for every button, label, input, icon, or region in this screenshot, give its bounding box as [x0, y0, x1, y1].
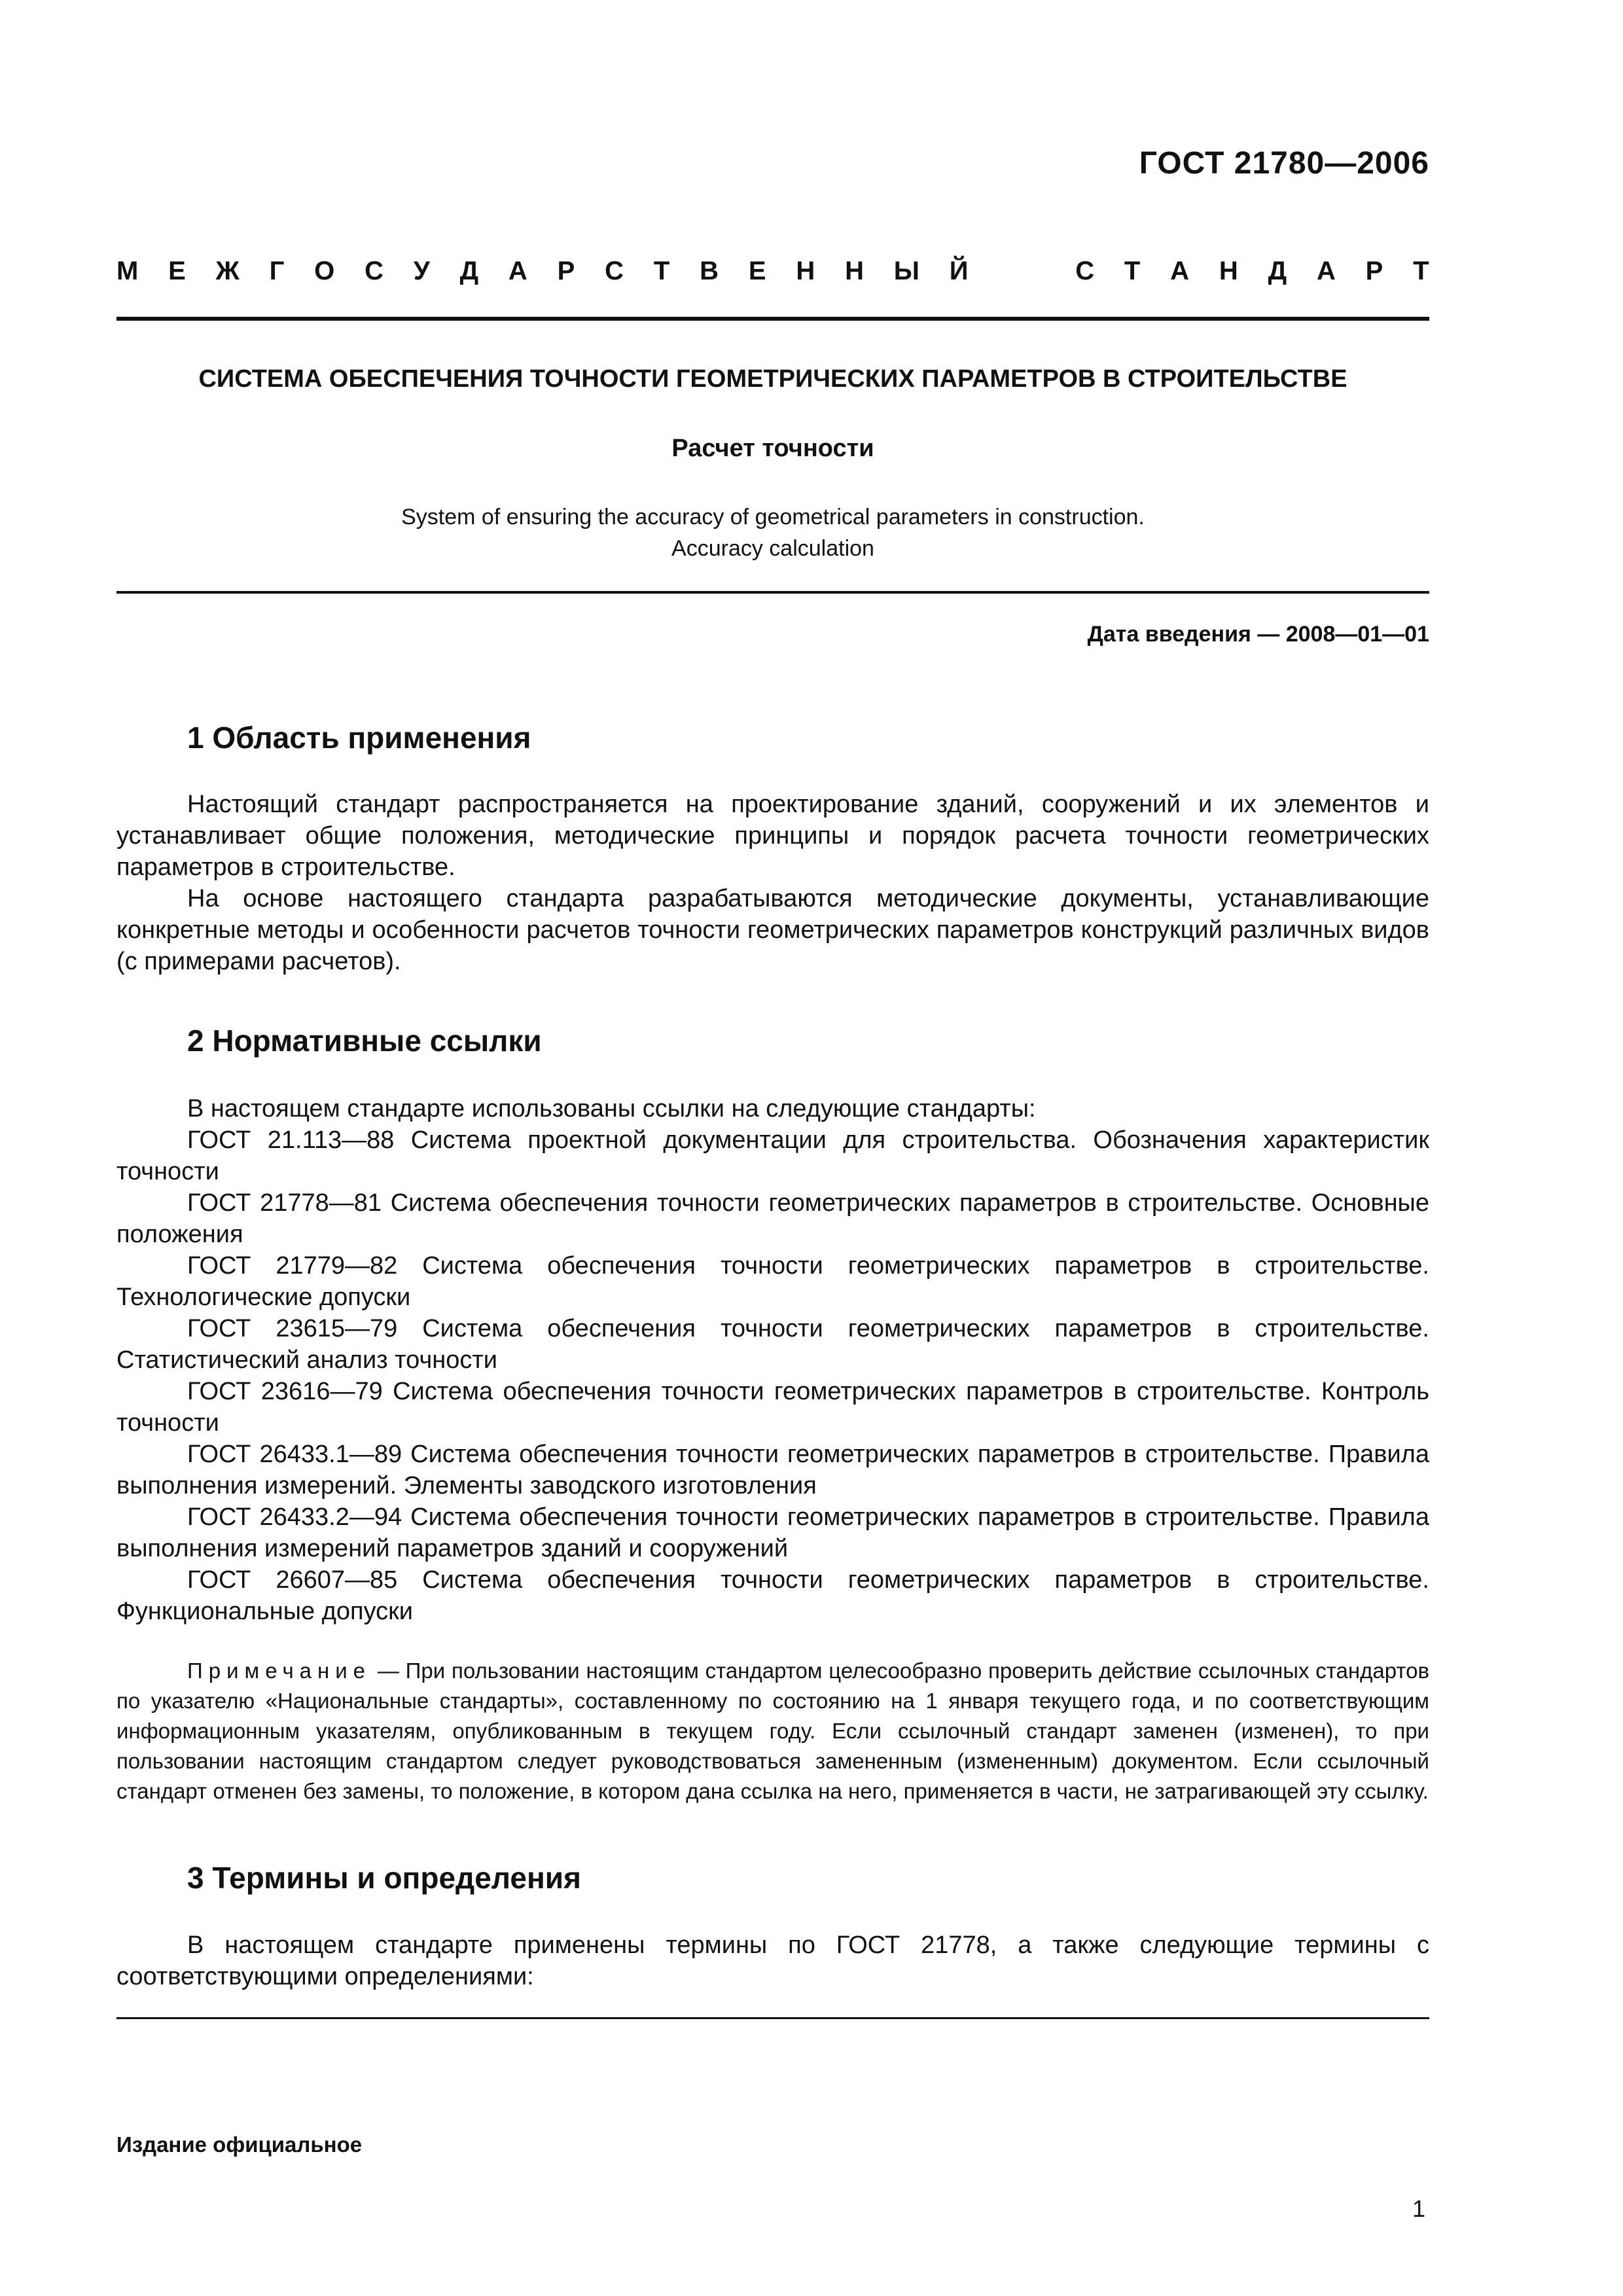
references-intro: В настоящем стандарте использованы ссылки на следующие стандарты: — [187, 1095, 1036, 1122]
introduction-date: Дата введения — 2008—01—01 — [1087, 622, 1429, 647]
header-rule — [116, 317, 1429, 321]
reference-item: ГОСТ 23616—79 Система обеспечения точности геометрических параметров в строительстве. Контроль точности — [116, 1378, 1429, 1437]
section-1-heading: 1 Область применения — [187, 721, 531, 755]
official-edition-label: Издание официальное — [116, 2132, 363, 2157]
banner-letter: А — [1170, 257, 1190, 285]
banner-letter: Д — [1268, 257, 1287, 285]
section-3-heading: 3 Термины и определения — [187, 1861, 581, 1895]
banner-letter: Н — [796, 257, 815, 285]
interstate-standard-banner — [116, 257, 1429, 286]
banner-letter: Т — [1413, 257, 1429, 285]
document-page — [116, 0, 1429, 2296]
section-3-intro: В настоящем стандарте применены термины по ГОСТ 21778, а также следующие термины с соответствующими определениями: — [116, 1931, 1429, 1990]
english-title-line-1: System of ensuring the accuracy of geometrical parameters in construction. — [401, 505, 1145, 529]
banner-letter: Д — [459, 257, 479, 285]
banner-letter: Ы — [893, 257, 919, 285]
banner-letter: У — [413, 257, 430, 285]
banner-letter: С — [365, 257, 384, 285]
banner-letter: Г — [269, 257, 285, 285]
english-title — [116, 501, 1429, 564]
banner-letter: Р — [1365, 257, 1383, 285]
english-title-line-2: Accuracy calculation — [671, 536, 874, 561]
standard-number: ГОСТ 21780—2006 — [1139, 146, 1429, 181]
references-note — [116, 1656, 1429, 1806]
banner-word-gap — [998, 257, 1045, 286]
page-number: 1 — [1412, 2195, 1425, 2222]
reference-item: ГОСТ 26433.2—94 Система обеспечения точности геометрических параметров в строительстве. Правила выполнения измерений параметров зданий и сооружений — [116, 1503, 1429, 1562]
banner-letter: Е — [168, 257, 186, 285]
banner-letter: Н — [1219, 257, 1238, 285]
banner-letter: Е — [748, 257, 766, 285]
banner-letter: М — [116, 257, 139, 285]
section-1-paragraph: На основе настоящего стандарта разрабатываются методические документы, устанавливающие конкретные методы и особенности расчетов точности геометрических параметров конструкций различных видов (с примерами расчетов). — [116, 885, 1429, 975]
note-label: Примечание — [187, 1659, 372, 1683]
note-text: — При пользовании настоящим стандартом целесообразно проверить действие ссылочных стандартов по указателю «Национальные стандарты», составленному по состоянию на 1 января текущего года, и по соответствующим информационным указателям, опубликованным в текущем году. Если ссылочный стандарт заменен (изменен), то при пользовании настоящим стандартом следует руководствоваться замененным (измененным) документом. Если ссылочный стандарт отменен без замены, то положение, в котором дана ссылка на него, применяется в части, не затрагивающей эту ссылку. — [116, 1659, 1429, 1803]
reference-item: ГОСТ 26607—85 Система обеспечения точности геометрических параметров в строительстве. Функциональные допуски — [116, 1566, 1429, 1625]
reference-item: ГОСТ 23615—79 Система обеспечения точности геометрических параметров в строительстве. Статистический анализ точности — [116, 1315, 1429, 1374]
banner-letter: Р — [557, 257, 575, 285]
reference-item: ГОСТ 26433.1—89 Система обеспечения точности геометрических параметров в строительстве. Правила выполнения измерений. Элементы заводского изготовления — [116, 1441, 1429, 1499]
title-rule — [116, 591, 1429, 594]
reference-item: ГОСТ 21.113—88 Система проектной документации для строительства. Обозначения характеристик точности — [116, 1126, 1429, 1185]
banner-letter: С — [605, 257, 624, 285]
banner-letter: Т — [1124, 257, 1141, 285]
banner-letter: О — [314, 257, 335, 285]
banner-letter: Ж — [215, 257, 240, 285]
banner-letter: Т — [653, 257, 670, 285]
banner-letter: В — [700, 257, 719, 285]
banner-letter: Н — [845, 257, 864, 285]
banner-letter: А — [508, 257, 527, 285]
document-title: СИСТЕМА ОБЕСПЕЧЕНИЯ ТОЧНОСТИ ГЕОМЕТРИЧЕСКИХ ПАРАМЕТРОВ В СТРОИТЕЛЬСТВЕ — [198, 365, 1347, 393]
reference-item: ГОСТ 21779—82 Система обеспечения точности геометрических параметров в строительстве. Технологические допуски — [116, 1252, 1429, 1311]
reference-item: ГОСТ 21778—81 Система обеспечения точности геометрических параметров в строительстве. Основные положения — [116, 1189, 1429, 1248]
footer-rule — [116, 2017, 1429, 2019]
banner-letter: А — [1316, 257, 1336, 285]
banner-letter: С — [1075, 257, 1095, 285]
section-2-heading: 2 Нормативные ссылки — [187, 1024, 542, 1058]
section-1-paragraph: Настоящий стандарт распространяется на проектирование зданий, сооружений и их элементов и устанавливает общие положения, методические принципы и порядок расчета точности геометрических параметров в строительстве. — [116, 791, 1429, 881]
banner-letter: Й — [949, 257, 969, 285]
document-subtitle: Расчет точности — [671, 435, 874, 462]
